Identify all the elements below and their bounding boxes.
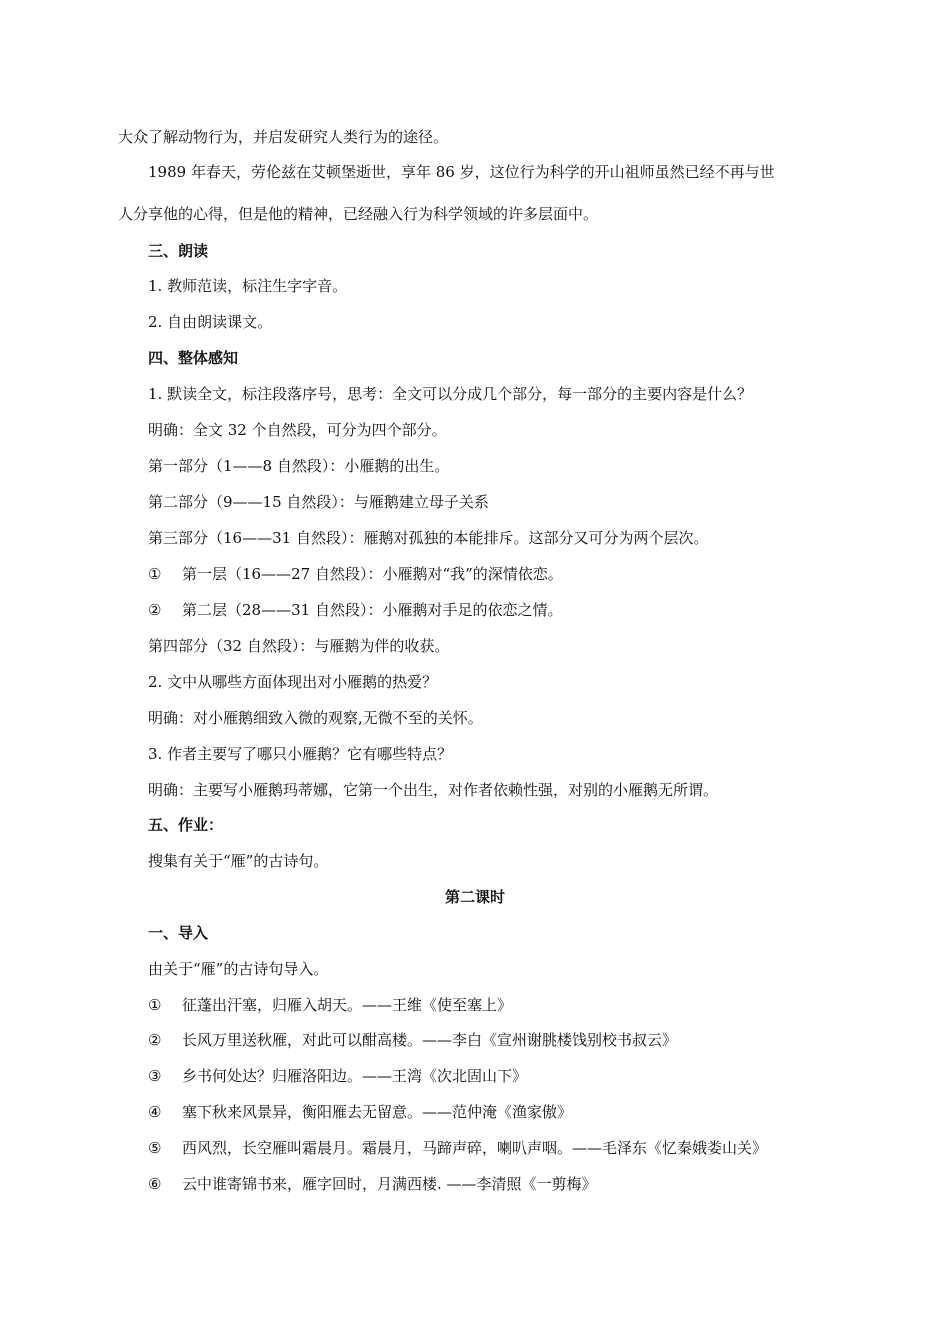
poem-text: 云中谁寄锦书来，雁字回时，月满西楼. ——李清照《一剪梅》 [182,1175,597,1193]
poem-text: 塞下秋来风景异，衡阳雁去无留意。——范仲淹《渔家傲》 [182,1103,573,1121]
layer-item [148,564,828,584]
question-text: 1. 默读全文，标注段落序号，思考：全文可以分成几个部分，每一部分的主要内容是什么？ [148,385,753,403]
item-number: ③ [148,1067,162,1085]
list-item: 1. 教师范读，标注生字字音。 [148,277,348,295]
item-number: ② [148,1031,162,1049]
poem-text: 西风烈，长空雁叫霜晨月。霜晨月，马蹄声碎，喇叭声咽。——毛泽东《忆秦娥娄山关》 [182,1139,768,1157]
layer-item [148,600,828,620]
part-text: 第二部分（9——15 自然段）：与雁鹅建立母子关系 [148,493,489,511]
poem-text: 长风万里送秋雁，对此可以酣高楼。——李白《宣州谢朓楼饯别校书叔云》 [182,1031,678,1049]
question-text: 2. 文中从哪些方面体现出对小雁鹅的热爱？ [148,673,438,691]
poem-item [148,995,828,1015]
section-heading: 四、整体感知 [148,349,239,367]
poem-text: 征蓬出汗塞，归雁入胡天。——王维《使至塞上》 [182,996,513,1014]
item-number: ④ [148,1103,162,1121]
homework-text: 搜集有关于“雁”的古诗句。 [148,852,329,870]
item-number: ① [148,565,162,583]
answer-text: 明确：全文 32 个自然段，可分为四个部分。 [148,421,447,439]
poem-text: 乡书何处达？归雁洛阳边。——王湾《次北固山下》 [182,1067,528,1085]
part-text: 第三部分（16——31 自然段）：雁鹅对孤独的本能排斥。这部分又可分为两个层次。 [148,529,709,547]
lesson-title: 第二课时 [444,888,505,906]
section-heading: 五、作业： [148,816,224,834]
part-text: 第四部分（32 自然段）：与雁鹅为伴的收获。 [148,637,450,655]
poem-item [148,1138,828,1158]
answer-text: 明确：主要写小雁鹅玛蒂娜，它第一个出生，对作者依赖性强，对别的小雁鹅无所谓。 [148,781,719,799]
item-number: ① [148,996,162,1014]
section-heading: 三、朗读 [148,242,209,260]
layer-text: 第一层（16——27 自然段）：小雁鹅对“我”的深情依恋。 [182,565,563,583]
paragraph-text: 人分享他的心得，但是他的精神，已经融入行为科学领域的许多层面中。 [118,205,599,223]
paragraph-text: 大众了解动物行为，并启发研究人类行为的途径。 [118,128,449,146]
paragraph-text: 1989 年春天，劳伦兹在艾顿堡逝世，享年 86 岁，这位行为科学的开山祖师虽然已经不再与世 [148,163,775,181]
item-number: ② [148,601,162,619]
poem-item [148,1174,828,1194]
section-heading: 一、导入 [148,924,209,942]
poem-item [148,1102,828,1122]
item-number: ⑥ [148,1175,162,1193]
item-number: ⑤ [148,1139,162,1157]
intro-text: 由关于“雁”的古诗句导入。 [148,960,329,978]
list-item: 2. 自由朗读课文。 [148,313,273,331]
question-text: 3. 作者主要写了哪只小雁鹅？它有哪些特点？ [148,745,453,763]
answer-text: 明确：对小雁鹅细致入微的观察,无微不至的关怀。 [148,709,483,727]
poem-item [148,1066,828,1086]
poem-item [148,1030,828,1050]
layer-text: 第二层（28——31 自然段）：小雁鹅对手足的依恋之情。 [182,601,563,619]
part-text: 第一部分（1——8 自然段）：小雁鹅的出生。 [148,457,450,475]
